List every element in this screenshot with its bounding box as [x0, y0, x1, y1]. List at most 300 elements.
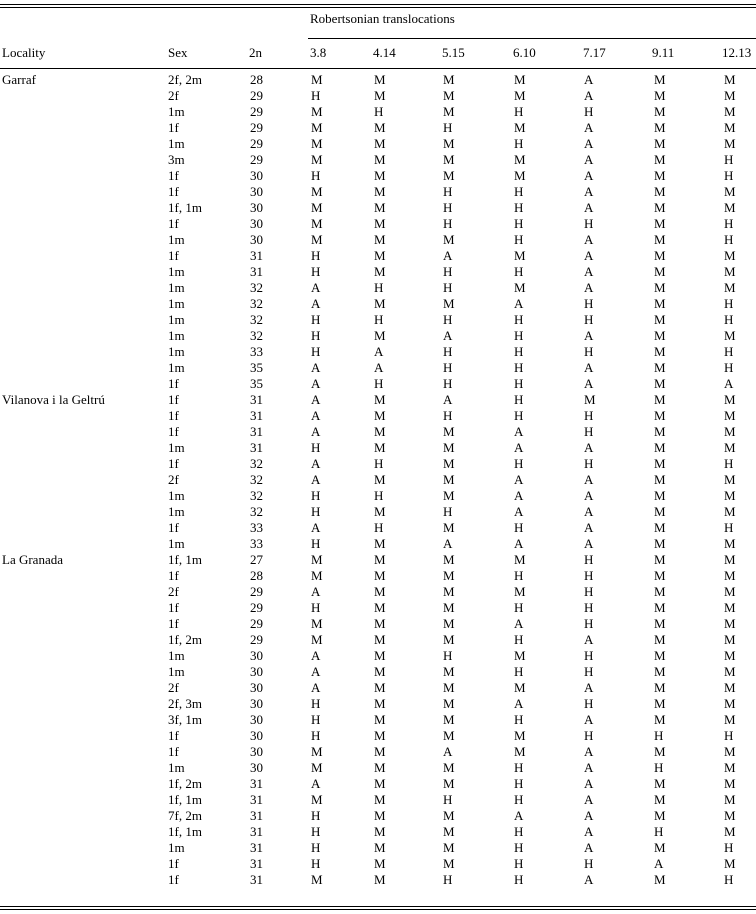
rb-12-13-cell: M — [724, 600, 736, 615]
diploid-number-cell: 32 — [250, 312, 263, 327]
rb-7-17-cell: A — [584, 776, 594, 791]
rb-3-8-cell: A — [311, 296, 321, 311]
rb-6-10-cell: H — [514, 232, 524, 247]
rb-9-11-cell: M — [654, 216, 666, 231]
rb-5-15-cell: M — [443, 296, 455, 311]
rb-3-8-cell: M — [311, 632, 323, 647]
table-row — [0, 856, 756, 872]
rb-5-15-cell: H — [443, 376, 453, 391]
rb-6-10-cell: H — [514, 344, 524, 359]
diploid-number-cell: 30 — [250, 760, 263, 775]
sex-cell: 1m — [168, 344, 185, 359]
rb-9-11-cell: M — [654, 360, 666, 375]
table-row — [0, 552, 756, 568]
rb-5-15-cell: M — [443, 520, 455, 535]
rb-12-13-cell: H — [724, 520, 734, 535]
diploid-number-cell: 30 — [250, 712, 263, 727]
rb-3-8-cell: M — [311, 760, 323, 775]
rb-4-14-cell: M — [374, 776, 386, 791]
rb-9-11-cell: M — [654, 408, 666, 423]
diploid-number-cell: 30 — [250, 744, 263, 759]
rb-6-10-cell: H — [514, 824, 524, 839]
diploid-number-cell: 31 — [250, 440, 263, 455]
sex-cell: 1f, 1m — [168, 792, 202, 807]
sex-cell: 3f, 1m — [168, 712, 202, 727]
header-rb-7-17: 7.17 — [583, 45, 606, 60]
sex-cell: 1m — [168, 488, 185, 503]
rb-12-13-cell: M — [724, 712, 736, 727]
rb-9-11-cell: H — [654, 760, 664, 775]
rb-3-8-cell: H — [311, 344, 321, 359]
sex-cell: 1m — [168, 360, 185, 375]
locality-cell: Vilanova i la Geltrú — [2, 392, 105, 407]
rb-3-8-cell: A — [311, 360, 321, 375]
rb-4-14-cell: M — [374, 600, 386, 615]
rb-7-17-cell: H — [584, 408, 594, 423]
rb-12-13-cell: M — [724, 488, 736, 503]
table-row — [0, 136, 756, 152]
header-rb-4-14: 4.14 — [373, 45, 396, 60]
rb-7-17-cell: A — [584, 744, 594, 759]
rb-7-17-cell: A — [584, 440, 594, 455]
diploid-number-cell: 29 — [250, 120, 263, 135]
sex-cell: 3m — [168, 152, 185, 167]
rb-4-14-cell: M — [374, 296, 386, 311]
sex-cell: 1m — [168, 232, 185, 247]
rb-6-10-cell: H — [514, 376, 524, 391]
rb-3-8-cell: M — [311, 120, 323, 135]
rb-3-8-cell: M — [311, 792, 323, 807]
sex-cell: 1m — [168, 136, 185, 151]
rb-6-10-cell: H — [514, 136, 524, 151]
diploid-number-cell: 30 — [250, 168, 263, 183]
rb-9-11-cell: M — [654, 88, 666, 103]
sex-cell: 1m — [168, 536, 185, 551]
rb-12-13-cell: H — [724, 728, 734, 743]
sex-cell: 1m — [168, 104, 185, 119]
rb-5-15-cell: H — [443, 184, 453, 199]
rb-12-13-cell: M — [724, 760, 736, 775]
rb-9-11-cell: M — [654, 488, 666, 503]
rb-6-10-cell: A — [514, 472, 524, 487]
rb-5-15-cell: M — [443, 88, 455, 103]
rb-9-11-cell: M — [654, 136, 666, 151]
rb-12-13-cell: M — [724, 104, 736, 119]
rb-3-8-cell: M — [311, 568, 323, 583]
rb-6-10-cell: M — [514, 152, 526, 167]
rb-12-13-cell: M — [724, 792, 736, 807]
rb-3-8-cell: M — [311, 152, 323, 167]
rb-12-13-cell: A — [724, 376, 734, 391]
rb-5-15-cell: M — [443, 760, 455, 775]
rb-7-17-cell: A — [584, 184, 594, 199]
header-rb-3-8: 3.8 — [310, 45, 327, 60]
table-row — [0, 648, 756, 664]
rb-4-14-cell: M — [374, 760, 386, 775]
sex-cell: 1f — [168, 728, 179, 743]
rb-4-14-cell: M — [374, 680, 386, 695]
rb-5-15-cell: H — [443, 344, 453, 359]
header-rb-9-11: 9.11 — [652, 45, 675, 60]
sex-cell: 1f — [168, 376, 179, 391]
rb-6-10-cell: H — [514, 872, 524, 887]
rb-6-10-cell: H — [514, 776, 524, 791]
sex-cell: 1f — [168, 184, 179, 199]
rb-3-8-cell: H — [311, 840, 321, 855]
rb-7-17-cell: M — [584, 392, 596, 407]
rb-9-11-cell: H — [654, 824, 664, 839]
rb-3-8-cell: A — [311, 280, 321, 295]
table-row — [0, 616, 756, 632]
rb-6-10-cell: A — [514, 440, 524, 455]
rb-7-17-cell: A — [584, 504, 594, 519]
table-row — [0, 152, 756, 168]
rb-9-11-cell: H — [654, 728, 664, 743]
rb-9-11-cell: M — [654, 344, 666, 359]
rb-4-14-cell: M — [374, 664, 386, 679]
diploid-number-cell: 31 — [250, 776, 263, 791]
rb-4-14-cell: M — [374, 648, 386, 663]
rb-9-11-cell: M — [654, 312, 666, 327]
rb-3-8-cell: M — [311, 136, 323, 151]
rb-3-8-cell: M — [311, 744, 323, 759]
rb-3-8-cell: A — [311, 376, 321, 391]
diploid-number-cell: 29 — [250, 584, 263, 599]
diploid-number-cell: 32 — [250, 488, 263, 503]
table-body — [0, 72, 756, 888]
rb-7-17-cell: A — [584, 792, 594, 807]
rb-3-8-cell: H — [311, 600, 321, 615]
rb-5-15-cell: M — [443, 616, 455, 631]
diploid-number-cell: 30 — [250, 696, 263, 711]
rb-7-17-cell: A — [584, 872, 594, 887]
rb-7-17-cell: H — [584, 552, 594, 567]
rb-12-13-cell: H — [724, 312, 734, 327]
rb-5-15-cell: H — [443, 408, 453, 423]
rb-5-15-cell: M — [443, 488, 455, 503]
diploid-number-cell: 35 — [250, 360, 263, 375]
rb-4-14-cell: M — [374, 824, 386, 839]
rb-5-15-cell: M — [443, 456, 455, 471]
rb-3-8-cell: M — [311, 104, 323, 119]
diploid-number-cell: 30 — [250, 232, 263, 247]
rb-7-17-cell: A — [584, 824, 594, 839]
rb-3-8-cell: H — [311, 536, 321, 551]
rb-12-13-cell: M — [724, 72, 736, 87]
rb-4-14-cell: M — [374, 328, 386, 343]
sex-cell: 7f, 2m — [168, 808, 202, 823]
table-row — [0, 248, 756, 264]
rb-3-8-cell: H — [311, 264, 321, 279]
rb-5-15-cell: M — [443, 232, 455, 247]
diploid-number-cell: 29 — [250, 152, 263, 167]
rb-6-10-cell: H — [514, 392, 524, 407]
rb-6-10-cell: A — [514, 616, 524, 631]
rb-12-13-cell: M — [724, 120, 736, 135]
rb-3-8-cell: H — [311, 328, 321, 343]
rb-7-17-cell: A — [584, 712, 594, 727]
table-row — [0, 328, 756, 344]
rb-7-17-cell: A — [584, 808, 594, 823]
rb-5-15-cell: M — [443, 776, 455, 791]
rb-6-10-cell: A — [514, 424, 524, 439]
table-row — [0, 488, 756, 504]
rb-3-8-cell: M — [311, 184, 323, 199]
rb-7-17-cell: A — [584, 520, 594, 535]
sex-cell: 1m — [168, 840, 185, 855]
rb-5-15-cell: M — [443, 808, 455, 823]
rb-7-17-cell: A — [584, 376, 594, 391]
rb-5-15-cell: M — [443, 824, 455, 839]
table-row — [0, 760, 756, 776]
rb-6-10-cell: H — [514, 760, 524, 775]
rb-7-17-cell: A — [584, 232, 594, 247]
rb-4-14-cell: M — [374, 552, 386, 567]
rb-7-17-cell: A — [584, 472, 594, 487]
rb-9-11-cell: M — [654, 696, 666, 711]
sex-cell: 1f — [168, 392, 179, 407]
rb-3-8-cell: M — [311, 872, 323, 887]
rb-4-14-cell: H — [374, 488, 384, 503]
rb-5-15-cell: M — [443, 72, 455, 87]
rb-5-15-cell: H — [443, 120, 453, 135]
rb-6-10-cell: H — [514, 200, 524, 215]
rb-12-13-cell: M — [724, 696, 736, 711]
rb-3-8-cell: A — [311, 472, 321, 487]
diploid-number-cell: 29 — [250, 88, 263, 103]
diploid-number-cell: 32 — [250, 504, 263, 519]
diploid-number-cell: 33 — [250, 344, 263, 359]
rb-5-15-cell: M — [443, 600, 455, 615]
rb-9-11-cell: M — [654, 200, 666, 215]
rb-3-8-cell: A — [311, 776, 321, 791]
rb-4-14-cell: M — [374, 808, 386, 823]
rb-4-14-cell: M — [374, 472, 386, 487]
sex-cell: 1f — [168, 616, 179, 631]
sex-cell: 2f, 3m — [168, 696, 202, 711]
rb-4-14-cell: M — [374, 792, 386, 807]
rb-3-8-cell: M — [311, 72, 323, 87]
rb-12-13-cell: M — [724, 664, 736, 679]
locality-cell: La Granada — [2, 552, 63, 567]
header-rb-6-10: 6.10 — [513, 45, 536, 60]
diploid-number-cell: 30 — [250, 216, 263, 231]
table-row — [0, 632, 756, 648]
table-row — [0, 232, 756, 248]
table-row — [0, 408, 756, 424]
rb-12-13-cell: M — [724, 88, 736, 103]
diploid-number-cell: 32 — [250, 280, 263, 295]
rb-9-11-cell: M — [654, 472, 666, 487]
rb-7-17-cell: A — [584, 840, 594, 855]
rb-4-14-cell: M — [374, 840, 386, 855]
rb-7-17-cell: A — [584, 152, 594, 167]
rb-4-14-cell: H — [374, 312, 384, 327]
rb-6-10-cell: M — [514, 72, 526, 87]
rb-6-10-cell: H — [514, 568, 524, 583]
sex-cell: 1m — [168, 664, 185, 679]
diploid-number-cell: 31 — [250, 856, 263, 871]
rb-9-11-cell: M — [654, 776, 666, 791]
rb-9-11-cell: M — [654, 632, 666, 647]
rb-5-15-cell: M — [443, 472, 455, 487]
table-row — [0, 120, 756, 136]
sex-cell: 1m — [168, 328, 185, 343]
rb-12-13-cell: M — [724, 776, 736, 791]
rb-5-15-cell: H — [443, 280, 453, 295]
rb-6-10-cell: H — [514, 712, 524, 727]
rb-6-10-cell: M — [514, 88, 526, 103]
rb-4-14-cell: M — [374, 440, 386, 455]
rb-4-14-cell: H — [374, 520, 384, 535]
table-row — [0, 392, 756, 408]
rb-9-11-cell: M — [654, 280, 666, 295]
rb-3-8-cell: H — [311, 712, 321, 727]
table-row — [0, 456, 756, 472]
rb-9-11-cell: M — [654, 664, 666, 679]
rb-5-15-cell: A — [443, 392, 453, 407]
rb-9-11-cell: M — [654, 648, 666, 663]
rb-7-17-cell: A — [584, 280, 594, 295]
table-row — [0, 72, 756, 88]
diploid-number-cell: 32 — [250, 456, 263, 471]
table-row — [0, 168, 756, 184]
rb-6-10-cell: H — [514, 264, 524, 279]
rb-12-13-cell: H — [724, 216, 734, 231]
table-row — [0, 376, 756, 392]
rb-9-11-cell: M — [654, 872, 666, 887]
rb-6-10-cell: H — [514, 360, 524, 375]
rb-12-13-cell: M — [724, 824, 736, 839]
rb-4-14-cell: M — [374, 216, 386, 231]
rb-3-8-cell: H — [311, 808, 321, 823]
rb-5-15-cell: H — [443, 648, 453, 663]
rb-3-8-cell: H — [311, 88, 321, 103]
rb-4-14-cell: M — [374, 584, 386, 599]
rb-4-14-cell: M — [374, 200, 386, 215]
rb-6-10-cell: A — [514, 808, 524, 823]
rb-12-13-cell: H — [724, 872, 734, 887]
rb-9-11-cell: M — [654, 520, 666, 535]
rb-9-11-cell: M — [654, 568, 666, 583]
rb-9-11-cell: M — [654, 536, 666, 551]
rb-4-14-cell: M — [374, 408, 386, 423]
rb-5-15-cell: A — [443, 744, 453, 759]
rb-7-17-cell: A — [584, 536, 594, 551]
diploid-number-cell: 31 — [250, 264, 263, 279]
rb-7-17-cell: H — [584, 584, 594, 599]
rb-4-14-cell: M — [374, 712, 386, 727]
sex-cell: 1m — [168, 296, 185, 311]
sex-cell: 1f, 2m — [168, 632, 202, 647]
diploid-number-cell: 31 — [250, 840, 263, 855]
rb-4-14-cell: M — [374, 616, 386, 631]
rb-12-13-cell: H — [724, 232, 734, 247]
table-row — [0, 696, 756, 712]
table-row — [0, 584, 756, 600]
rb-5-15-cell: M — [443, 840, 455, 855]
rb-3-8-cell: M — [311, 216, 323, 231]
header-locality: Locality — [2, 45, 46, 60]
rb-7-17-cell: H — [584, 696, 594, 711]
rb-5-15-cell: H — [443, 200, 453, 215]
rb-3-8-cell: M — [311, 232, 323, 247]
spanner-label: Robertsonian translocations — [310, 11, 455, 26]
rb-9-11-cell: M — [654, 376, 666, 391]
rb-12-13-cell: M — [724, 200, 736, 215]
rb-7-17-cell: A — [584, 248, 594, 263]
rb-9-11-cell: M — [654, 440, 666, 455]
rb-3-8-cell: M — [311, 200, 323, 215]
rb-6-10-cell: H — [514, 216, 524, 231]
rb-4-14-cell: M — [374, 424, 386, 439]
rb-5-15-cell: M — [443, 136, 455, 151]
rb-6-10-cell: H — [514, 600, 524, 615]
table-row — [0, 184, 756, 200]
rb-9-11-cell: M — [654, 264, 666, 279]
rb-4-14-cell: H — [374, 376, 384, 391]
rb-3-8-cell: A — [311, 680, 321, 695]
table-row — [0, 280, 756, 296]
rb-3-8-cell: H — [311, 248, 321, 263]
rb-3-8-cell: A — [311, 456, 321, 471]
top-rule — [0, 4, 756, 5]
rb-6-10-cell: M — [514, 168, 526, 183]
rb-7-17-cell: A — [584, 760, 594, 775]
rb-6-10-cell: H — [514, 792, 524, 807]
rb-12-13-cell: M — [724, 648, 736, 663]
rb-3-8-cell: A — [311, 408, 321, 423]
rb-5-15-cell: H — [443, 872, 453, 887]
table-row — [0, 600, 756, 616]
rb-6-10-cell: H — [514, 408, 524, 423]
diploid-number-cell: 30 — [250, 648, 263, 663]
rb-12-13-cell: H — [724, 344, 734, 359]
table-row — [0, 664, 756, 680]
rb-6-10-cell: A — [514, 536, 524, 551]
table-row — [0, 104, 756, 120]
rb-4-14-cell: M — [374, 184, 386, 199]
header-rb-5-15: 5.15 — [442, 45, 465, 60]
sex-cell: 2f — [168, 680, 179, 695]
rb-9-11-cell: M — [654, 456, 666, 471]
rb-4-14-cell: M — [374, 536, 386, 551]
diploid-number-cell: 33 — [250, 520, 263, 535]
rb-7-17-cell: H — [584, 424, 594, 439]
rb-7-17-cell: A — [584, 72, 594, 87]
rb-4-14-cell: M — [374, 232, 386, 247]
rb-4-14-cell: M — [374, 120, 386, 135]
rb-12-13-cell: M — [724, 536, 736, 551]
rb-5-15-cell: H — [443, 360, 453, 375]
rb-12-13-cell: H — [724, 168, 734, 183]
rb-12-13-cell: M — [724, 136, 736, 151]
bottom-rule-inner — [0, 909, 756, 910]
rb-3-8-cell: A — [311, 584, 321, 599]
rb-7-17-cell: A — [584, 360, 594, 375]
rb-6-10-cell: H — [514, 456, 524, 471]
diploid-number-cell: 30 — [250, 664, 263, 679]
sex-cell: 1m — [168, 760, 185, 775]
sex-cell: 1m — [168, 648, 185, 663]
rb-12-13-cell: M — [724, 328, 736, 343]
header-rule — [0, 68, 756, 69]
rb-12-13-cell: H — [724, 296, 734, 311]
rb-12-13-cell: H — [724, 360, 734, 375]
rb-9-11-cell: M — [654, 600, 666, 615]
sex-cell: 1m — [168, 280, 185, 295]
rb-7-17-cell: H — [584, 664, 594, 679]
